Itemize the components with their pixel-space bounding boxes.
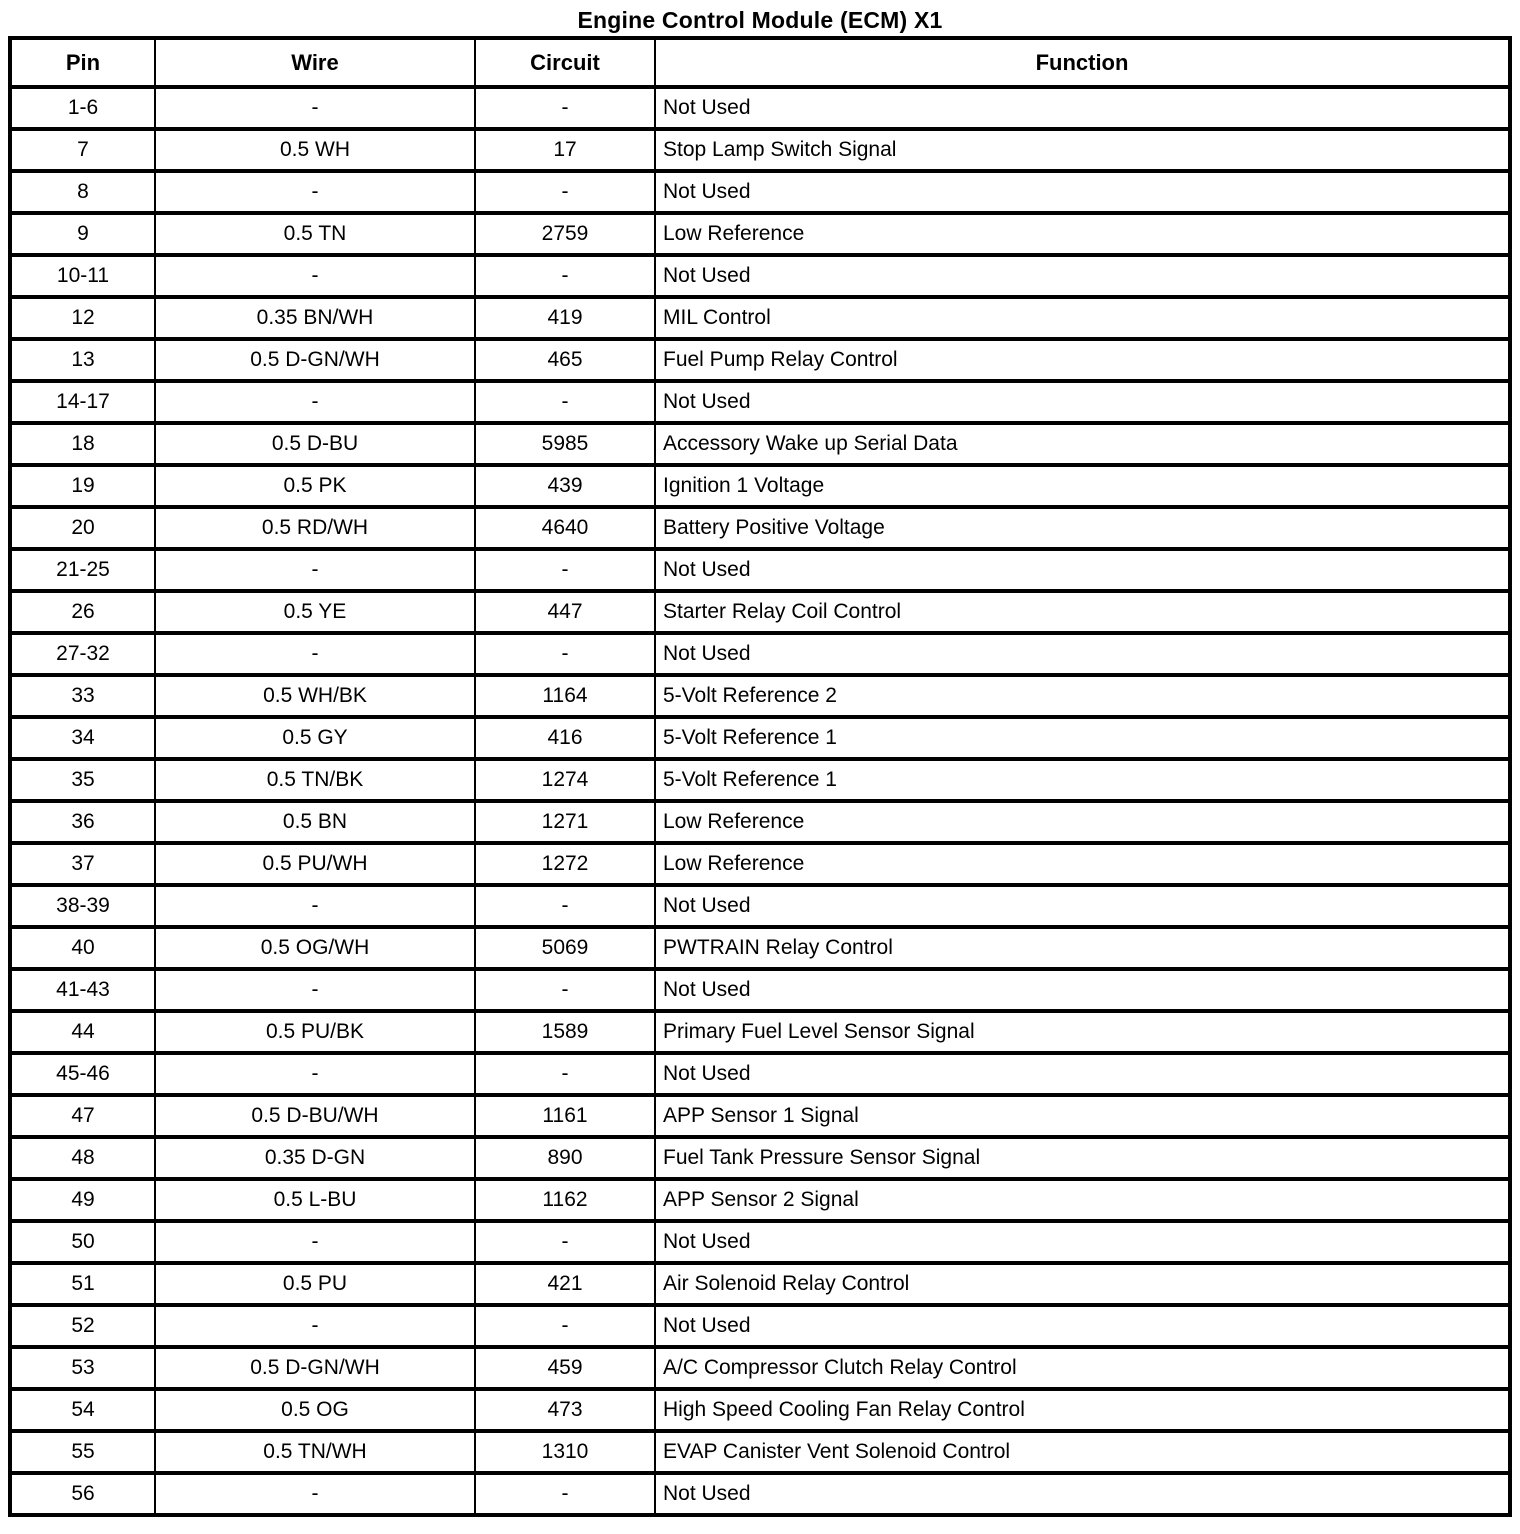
circuit-cell: 1161 <box>475 1095 655 1137</box>
pin-cell: 9 <box>10 213 155 255</box>
table-row <box>10 1263 1510 1305</box>
wire-cell: 0.5 D-GN/WH <box>155 339 475 381</box>
pin-cell: 21-25 <box>10 549 155 591</box>
circuit-cell: 459 <box>475 1347 655 1389</box>
pin-cell: 13 <box>10 339 155 381</box>
pin-cell: 54 <box>10 1389 155 1431</box>
table-row <box>10 1095 1510 1137</box>
wire-cell: - <box>155 1473 475 1515</box>
pin-cell: 33 <box>10 675 155 717</box>
table-row <box>10 591 1510 633</box>
circuit-cell: - <box>475 633 655 675</box>
wire-cell: 0.5 PU/WH <box>155 843 475 885</box>
circuit-cell: - <box>475 381 655 423</box>
column-header-wire: Wire <box>155 38 475 87</box>
table-row <box>10 1053 1510 1095</box>
wire-cell: 0.5 PU <box>155 1263 475 1305</box>
function-cell: Low Reference <box>655 843 1510 885</box>
circuit-cell: - <box>475 1053 655 1095</box>
circuit-cell: - <box>475 549 655 591</box>
function-cell: APP Sensor 2 Signal <box>655 1179 1510 1221</box>
table-header-row <box>10 38 1510 87</box>
function-cell: Ignition 1 Voltage <box>655 465 1510 507</box>
function-cell: Starter Relay Coil Control <box>655 591 1510 633</box>
wire-cell: 0.5 RD/WH <box>155 507 475 549</box>
pin-cell: 18 <box>10 423 155 465</box>
wire-cell: 0.5 WH/BK <box>155 675 475 717</box>
circuit-cell: 1310 <box>475 1431 655 1473</box>
wire-cell: 0.35 D-GN <box>155 1137 475 1179</box>
function-cell: High Speed Cooling Fan Relay Control <box>655 1389 1510 1431</box>
wire-cell: - <box>155 1221 475 1263</box>
function-cell: Air Solenoid Relay Control <box>655 1263 1510 1305</box>
pin-cell: 26 <box>10 591 155 633</box>
pin-cell: 10-11 <box>10 255 155 297</box>
wire-cell: 0.5 PU/BK <box>155 1011 475 1053</box>
wire-cell: 0.5 YE <box>155 591 475 633</box>
circuit-cell: 416 <box>475 717 655 759</box>
circuit-cell: - <box>475 1473 655 1515</box>
table-row <box>10 255 1510 297</box>
function-cell: 5-Volt Reference 1 <box>655 759 1510 801</box>
circuit-cell: 2759 <box>475 213 655 255</box>
table-row <box>10 633 1510 675</box>
pin-cell: 36 <box>10 801 155 843</box>
circuit-cell: - <box>475 1305 655 1347</box>
function-cell: Not Used <box>655 969 1510 1011</box>
circuit-cell: 5069 <box>475 927 655 969</box>
wire-cell: - <box>155 1305 475 1347</box>
wire-cell: 0.5 PK <box>155 465 475 507</box>
table-row <box>10 129 1510 171</box>
ecm-table-body <box>10 87 1510 1515</box>
wire-cell: - <box>155 171 475 213</box>
wire-cell: 0.5 D-BU <box>155 423 475 465</box>
table-row <box>10 549 1510 591</box>
circuit-cell: 1274 <box>475 759 655 801</box>
pin-cell: 34 <box>10 717 155 759</box>
wire-cell: - <box>155 969 475 1011</box>
pin-cell: 27-32 <box>10 633 155 675</box>
pin-cell: 41-43 <box>10 969 155 1011</box>
function-cell: Not Used <box>655 1221 1510 1263</box>
wire-cell: - <box>155 885 475 927</box>
circuit-cell: 5985 <box>475 423 655 465</box>
circuit-cell: 4640 <box>475 507 655 549</box>
pin-cell: 20 <box>10 507 155 549</box>
pin-cell: 38-39 <box>10 885 155 927</box>
column-header-function: Function <box>655 38 1510 87</box>
function-cell: Not Used <box>655 1305 1510 1347</box>
column-header-pin: Pin <box>10 38 155 87</box>
circuit-cell: 465 <box>475 339 655 381</box>
table-row <box>10 759 1510 801</box>
function-cell: 5-Volt Reference 2 <box>655 675 1510 717</box>
circuit-cell: 473 <box>475 1389 655 1431</box>
wire-cell: - <box>155 255 475 297</box>
function-cell: Primary Fuel Level Sensor Signal <box>655 1011 1510 1053</box>
wire-cell: 0.5 TN <box>155 213 475 255</box>
pin-cell: 50 <box>10 1221 155 1263</box>
wire-cell: 0.5 GY <box>155 717 475 759</box>
circuit-cell: 447 <box>475 591 655 633</box>
circuit-cell: 419 <box>475 297 655 339</box>
pin-cell: 52 <box>10 1305 155 1347</box>
table-row <box>10 717 1510 759</box>
table-row <box>10 1011 1510 1053</box>
pin-cell: 49 <box>10 1179 155 1221</box>
page-title: Engine Control Module (ECM) X1 <box>577 7 943 33</box>
pin-cell: 1-6 <box>10 87 155 129</box>
table-row <box>10 87 1510 129</box>
function-cell: Not Used <box>655 171 1510 213</box>
pin-cell: 19 <box>10 465 155 507</box>
wire-cell: - <box>155 549 475 591</box>
circuit-cell: - <box>475 885 655 927</box>
table-row <box>10 927 1510 969</box>
pin-cell: 48 <box>10 1137 155 1179</box>
circuit-cell: 1162 <box>475 1179 655 1221</box>
circuit-cell: 421 <box>475 1263 655 1305</box>
pin-cell: 45-46 <box>10 1053 155 1095</box>
function-cell: Not Used <box>655 633 1510 675</box>
table-row <box>10 969 1510 1011</box>
table-row <box>10 423 1510 465</box>
function-cell: Low Reference <box>655 801 1510 843</box>
circuit-cell: 439 <box>475 465 655 507</box>
wire-cell: 0.35 BN/WH <box>155 297 475 339</box>
table-row <box>10 465 1510 507</box>
circuit-cell: 17 <box>475 129 655 171</box>
circuit-cell: 890 <box>475 1137 655 1179</box>
wire-cell: 0.5 OG/WH <box>155 927 475 969</box>
function-cell: Not Used <box>655 1053 1510 1095</box>
wire-cell: - <box>155 87 475 129</box>
table-row <box>10 171 1510 213</box>
wire-cell: - <box>155 381 475 423</box>
wire-cell: 0.5 BN <box>155 801 475 843</box>
pin-cell: 37 <box>10 843 155 885</box>
table-row <box>10 507 1510 549</box>
circuit-cell: - <box>475 1221 655 1263</box>
circuit-cell: - <box>475 171 655 213</box>
circuit-cell: 1164 <box>475 675 655 717</box>
function-cell: Not Used <box>655 87 1510 129</box>
table-row <box>10 381 1510 423</box>
wire-cell: 0.5 L-BU <box>155 1179 475 1221</box>
function-cell: A/C Compressor Clutch Relay Control <box>655 1347 1510 1389</box>
function-cell: EVAP Canister Vent Solenoid Control <box>655 1431 1510 1473</box>
pin-cell: 55 <box>10 1431 155 1473</box>
circuit-cell: - <box>475 87 655 129</box>
function-cell: 5-Volt Reference 1 <box>655 717 1510 759</box>
table-row <box>10 1305 1510 1347</box>
pin-cell: 12 <box>10 297 155 339</box>
function-cell: Stop Lamp Switch Signal <box>655 129 1510 171</box>
wire-cell: 0.5 WH <box>155 129 475 171</box>
wire-cell: 0.5 TN/BK <box>155 759 475 801</box>
function-cell: APP Sensor 1 Signal <box>655 1095 1510 1137</box>
pin-cell: 35 <box>10 759 155 801</box>
function-cell: Not Used <box>655 255 1510 297</box>
function-cell: PWTRAIN Relay Control <box>655 927 1510 969</box>
table-row <box>10 1221 1510 1263</box>
pin-cell: 51 <box>10 1263 155 1305</box>
function-cell: Battery Positive Voltage <box>655 507 1510 549</box>
wire-cell: - <box>155 1053 475 1095</box>
wire-cell: 0.5 OG <box>155 1389 475 1431</box>
circuit-cell: - <box>475 969 655 1011</box>
wire-cell: - <box>155 633 475 675</box>
table-row <box>10 297 1510 339</box>
wire-cell: 0.5 D-BU/WH <box>155 1095 475 1137</box>
function-cell: Accessory Wake up Serial Data <box>655 423 1510 465</box>
table-row <box>10 885 1510 927</box>
function-cell: Not Used <box>655 1473 1510 1515</box>
function-cell: Fuel Tank Pressure Sensor Signal <box>655 1137 1510 1179</box>
pin-cell: 47 <box>10 1095 155 1137</box>
pin-cell: 8 <box>10 171 155 213</box>
pin-cell: 56 <box>10 1473 155 1515</box>
column-header-circuit: Circuit <box>475 38 655 87</box>
circuit-cell: 1271 <box>475 801 655 843</box>
function-cell: Low Reference <box>655 213 1510 255</box>
pin-cell: 40 <box>10 927 155 969</box>
circuit-cell: - <box>475 255 655 297</box>
table-row <box>10 213 1510 255</box>
function-cell: Fuel Pump Relay Control <box>655 339 1510 381</box>
table-row <box>10 339 1510 381</box>
table-row <box>10 801 1510 843</box>
pin-cell: 44 <box>10 1011 155 1053</box>
table-row <box>10 843 1510 885</box>
pin-cell: 53 <box>10 1347 155 1389</box>
wire-cell: 0.5 D-GN/WH <box>155 1347 475 1389</box>
table-row <box>10 675 1510 717</box>
circuit-cell: 1589 <box>475 1011 655 1053</box>
table-row <box>10 1431 1510 1473</box>
function-cell: Not Used <box>655 549 1510 591</box>
wire-cell: 0.5 TN/WH <box>155 1431 475 1473</box>
pin-cell: 14-17 <box>10 381 155 423</box>
table-row <box>10 1473 1510 1515</box>
table-row <box>10 1347 1510 1389</box>
function-cell: Not Used <box>655 381 1510 423</box>
pin-cell: 7 <box>10 129 155 171</box>
table-row <box>10 1179 1510 1221</box>
function-cell: Not Used <box>655 885 1510 927</box>
table-row <box>10 1389 1510 1431</box>
table-row <box>10 1137 1510 1179</box>
circuit-cell: 1272 <box>475 843 655 885</box>
ecm-pinout-table <box>8 36 1512 1517</box>
function-cell: MIL Control <box>655 297 1510 339</box>
